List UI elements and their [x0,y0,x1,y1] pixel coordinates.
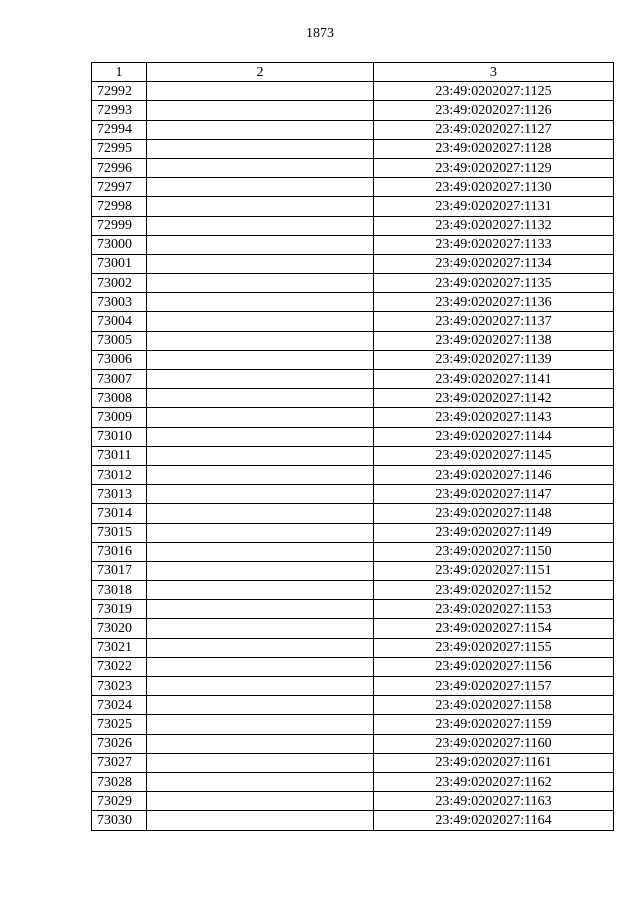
table-row [92,485,614,504]
cadastral-number-cell: 23:49:0202027:1142 [374,389,614,408]
name-cell [147,465,374,484]
table-row [92,811,614,830]
row-number-cell: 73021 [92,638,147,657]
row-number-cell: 73018 [92,581,147,600]
table-row [92,350,614,369]
name-cell [147,350,374,369]
name-cell [147,408,374,427]
row-number-cell: 73012 [92,465,147,484]
column-header-1: 1 [92,63,147,82]
cadastral-number-cell: 23:49:0202027:1136 [374,293,614,312]
name-cell [147,158,374,177]
row-number-cell: 73025 [92,715,147,734]
table-body [92,82,614,830]
table-row [92,370,614,389]
page-number: 1873 [306,26,334,41]
table-row [92,312,614,331]
row-number-cell: 73006 [92,350,147,369]
cadastral-number-cell: 23:49:0202027:1132 [374,216,614,235]
name-cell [147,715,374,734]
table-row [92,561,614,580]
table-row [92,274,614,293]
name-cell [147,120,374,139]
cadastral-number-cell: 23:49:0202027:1161 [374,753,614,772]
cadastral-number-cell: 23:49:0202027:1141 [374,370,614,389]
table-row [92,139,614,158]
table-row [92,389,614,408]
cadastral-number-cell: 23:49:0202027:1143 [374,408,614,427]
row-number-cell: 73004 [92,312,147,331]
row-number-cell: 72996 [92,158,147,177]
name-cell [147,312,374,331]
table-row [92,446,614,465]
table-row [92,235,614,254]
row-number-cell: 73010 [92,427,147,446]
cadastral-number-cell: 23:49:0202027:1159 [374,715,614,734]
cadastral-number-cell: 23:49:0202027:1127 [374,120,614,139]
name-cell [147,82,374,101]
row-number-cell: 72995 [92,139,147,158]
table-row [92,772,614,791]
name-cell [147,370,374,389]
name-cell [147,446,374,465]
name-cell [147,600,374,619]
row-number-cell: 73026 [92,734,147,753]
row-number-cell: 72999 [92,216,147,235]
name-cell [147,561,374,580]
name-cell [147,197,374,216]
table-row [92,120,614,139]
name-cell [147,696,374,715]
registry-table [91,62,614,831]
table-row [92,216,614,235]
table-row [92,82,614,101]
row-number-cell: 72998 [92,197,147,216]
table-row [92,792,614,811]
cadastral-number-cell: 23:49:0202027:1154 [374,619,614,638]
name-cell [147,274,374,293]
cadastral-number-cell: 23:49:0202027:1158 [374,696,614,715]
name-cell [147,542,374,561]
column-header-3: 3 [374,63,614,82]
cadastral-number-cell: 23:49:0202027:1147 [374,485,614,504]
table-row [92,331,614,350]
cadastral-number-cell: 23:49:0202027:1125 [374,82,614,101]
cadastral-number-cell: 23:49:0202027:1164 [374,811,614,830]
name-cell [147,331,374,350]
row-number-cell: 73014 [92,504,147,523]
cadastral-number-cell: 23:49:0202027:1145 [374,446,614,465]
cadastral-number-cell: 23:49:0202027:1130 [374,178,614,197]
cadastral-number-cell: 23:49:0202027:1160 [374,734,614,753]
table-row [92,408,614,427]
table-row [92,581,614,600]
name-cell [147,638,374,657]
row-number-cell: 73019 [92,600,147,619]
cadastral-number-cell: 23:49:0202027:1150 [374,542,614,561]
row-number-cell: 73015 [92,523,147,542]
name-cell [147,581,374,600]
table-row [92,197,614,216]
cadastral-number-cell: 23:49:0202027:1146 [374,465,614,484]
name-cell [147,235,374,254]
table-row [92,734,614,753]
row-number-cell: 73011 [92,446,147,465]
table-row [92,254,614,273]
cadastral-number-cell: 23:49:0202027:1135 [374,274,614,293]
row-number-cell: 73024 [92,696,147,715]
name-cell [147,619,374,638]
table-row [92,101,614,120]
cadastral-number-cell: 23:49:0202027:1149 [374,523,614,542]
table-row [92,657,614,676]
row-number-cell: 73020 [92,619,147,638]
row-number-cell: 72997 [92,178,147,197]
name-cell [147,677,374,696]
name-cell [147,293,374,312]
table-row [92,619,614,638]
cadastral-number-cell: 23:49:0202027:1126 [374,101,614,120]
table-row [92,504,614,523]
cadastral-number-cell: 23:49:0202027:1163 [374,792,614,811]
cadastral-number-cell: 23:49:0202027:1155 [374,638,614,657]
row-number-cell: 73022 [92,657,147,676]
cadastral-number-cell: 23:49:0202027:1157 [374,677,614,696]
row-number-cell: 73027 [92,753,147,772]
row-number-cell: 73030 [92,811,147,830]
name-cell [147,254,374,273]
cadastral-number-cell: 23:49:0202027:1129 [374,158,614,177]
row-number-cell: 73013 [92,485,147,504]
cadastral-number-cell: 23:49:0202027:1137 [374,312,614,331]
table-row [92,638,614,657]
cadastral-number-cell: 23:49:0202027:1133 [374,235,614,254]
table-row [92,677,614,696]
cadastral-number-cell: 23:49:0202027:1128 [374,139,614,158]
table-row [92,427,614,446]
row-number-cell: 72993 [92,101,147,120]
row-number-cell: 73008 [92,389,147,408]
row-number-cell: 73017 [92,561,147,580]
cadastral-number-cell: 23:49:0202027:1151 [374,561,614,580]
name-cell [147,523,374,542]
cadastral-number-cell: 23:49:0202027:1148 [374,504,614,523]
name-cell [147,734,374,753]
row-number-cell: 72992 [92,82,147,101]
name-cell [147,792,374,811]
table-row [92,715,614,734]
cadastral-number-cell: 23:49:0202027:1152 [374,581,614,600]
row-number-cell: 72994 [92,120,147,139]
table-row [92,158,614,177]
name-cell [147,101,374,120]
column-header-2: 2 [147,63,374,82]
row-number-cell: 73007 [92,370,147,389]
cadastral-number-cell: 23:49:0202027:1138 [374,331,614,350]
table-row [92,696,614,715]
row-number-cell: 73029 [92,792,147,811]
cadastral-number-cell: 23:49:0202027:1131 [374,197,614,216]
name-cell [147,753,374,772]
name-cell [147,139,374,158]
table-row [92,753,614,772]
row-number-cell: 73002 [92,274,147,293]
name-cell [147,504,374,523]
row-number-cell: 73028 [92,772,147,791]
name-cell [147,772,374,791]
row-number-cell: 73003 [92,293,147,312]
name-cell [147,811,374,830]
table-row [92,178,614,197]
table-row [92,293,614,312]
cadastral-number-cell: 23:49:0202027:1153 [374,600,614,619]
table-row [92,523,614,542]
cadastral-number-cell: 23:49:0202027:1162 [374,772,614,791]
name-cell [147,485,374,504]
table-row [92,600,614,619]
table-header [92,63,614,82]
cadastral-number-cell: 23:49:0202027:1134 [374,254,614,273]
name-cell [147,216,374,235]
cadastral-number-cell: 23:49:0202027:1144 [374,427,614,446]
cadastral-number-cell: 23:49:0202027:1139 [374,350,614,369]
row-number-cell: 73023 [92,677,147,696]
name-cell [147,427,374,446]
row-number-cell: 73000 [92,235,147,254]
name-cell [147,657,374,676]
table-row [92,465,614,484]
name-cell [147,389,374,408]
row-number-cell: 73005 [92,331,147,350]
header-row [92,63,614,82]
name-cell [147,178,374,197]
row-number-cell: 73016 [92,542,147,561]
row-number-cell: 73009 [92,408,147,427]
table-row [92,542,614,561]
cadastral-number-cell: 23:49:0202027:1156 [374,657,614,676]
row-number-cell: 73001 [92,254,147,273]
